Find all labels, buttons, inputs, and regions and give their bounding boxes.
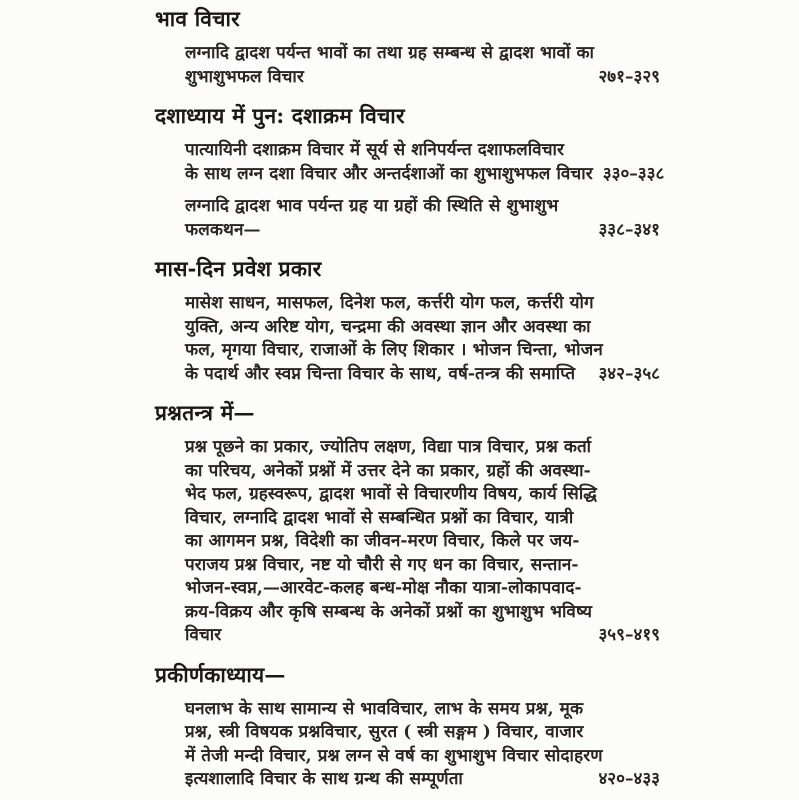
toc-line-text: भेद फल, ग्रहस्वरूप, द्वादश भावों से विचारणीय विषय, कार्य सिद्धि [185,484,597,504]
toc-line-text: विचार [185,625,222,645]
toc-line [185,436,660,460]
toc-section-prashnatantra [155,400,660,648]
toc-line [185,624,660,648]
toc-section-dashadhyaya [155,103,665,242]
toc-section-bhava-vichara [155,6,660,89]
toc-line [185,139,660,163]
page-range: ३३०–३३८ [602,163,665,184]
toc-line-text: इत्यशालादि विचार के साथ ग्रन्थ की सम्पूर्णता [185,769,463,789]
toc-line-text: पात्यायिनी दशाक्रम विचार में सूर्य से शनिपर्यन्त दशाफलविचार [185,140,565,160]
toc-line-text: घनलाभ के साथ सामान्य से भावविचार, लाभ के समय प्रश्न, मूक [185,698,584,719]
toc-line-text: फल, मृगया विचार, राजाओं के लिए शिकार । भोजन चिन्ता, भोजन [185,340,603,360]
toc-line [185,768,660,792]
toc-line-text: के साथ लग्न दशा विचार और अन्तर्दशाओं का शुभाशुभफल विचार [185,163,593,184]
toc-entry [155,436,660,648]
toc-line [185,601,660,625]
toc-line-text: प्रश्न पूछने का प्रकार, ज्योतिप लक्षण, विद्या पात्र विचार, प्रश्न कर्ता [185,437,592,457]
toc-line [185,42,660,66]
toc-line-text: फलकथन— [185,219,261,240]
toc-line [185,195,660,219]
section-heading: प्रश्नतन्त्र में— [155,400,255,425]
toc-line [185,530,660,554]
section-heading: दशाध्याय में पुन: दशाक्रम विचार [155,103,405,128]
toc-line-text: लग्नादि द्वादश पर्यन्त भावों का तथा ग्रह सम्बन्ध से द्वादश भावों का [185,43,595,63]
toc-line-text: विचार, लग्नादि द्वादश भावों से सम्बन्धित प्रश्नों का विचार, यात्री [185,507,574,528]
toc-entry [155,195,660,242]
section-heading: प्रकीर्णकाध्याय— [155,661,286,687]
toc-line [185,460,660,484]
toc-line [185,745,660,769]
toc-line [185,721,660,745]
section-heading: मास-दिन प्रवेश प्रकार [155,256,322,281]
page-range: ३५९–४१९ [598,625,660,645]
page-range: ३४२–३५८ [598,363,660,384]
page-range: ४२०–४३३ [598,769,660,789]
toc-line-text: प्रश्न, स्त्री विषयक प्रश्नविचार, सुरत ( स्त्री सङ्गम ) विचार, वाजार [185,722,584,742]
toc-line-text: शुभाशुभफल विचार [185,66,304,87]
toc-line [185,292,660,316]
toc-line [185,66,660,90]
toc-line-text: युक्ति, अन्य अरिष्ट योग, चन्द्रमा की अवस्था ज्ञान और अवस्था का [185,316,591,337]
toc-line-text: क्रय-विक्रय और कृषि सम्बन्ध के अनेकों प्रश्नों का शुभाशुभ भविष्य [185,601,593,622]
toc-entry [155,292,660,386]
section-heading: भाव विचार [155,6,240,31]
toc-line-text: का परिचय, अनेकों प्रश्नों में उत्तर देने का प्रकार, ग्रहों की अवस्था- [185,460,591,481]
toc-line [185,363,660,387]
toc-line-text: में तेजी मन्दी विचार, प्रश्न लग्न से वर्ष का शुभाशुभ विचार सोदाहरण [185,745,603,766]
toc-line-text: मासेश साधन, मासफल, दिनेश फल, कर्त्तरी योग फल, कर्त्तरी योग [185,293,594,313]
toc-line-text: लग्नादि द्वादश भाव पर्यन्त ग्रह या ग्रहों की स्थिति से शुभाशुभ [185,196,559,216]
page-range: २७१–३२९ [598,66,660,87]
toc-line [185,483,660,507]
toc-line-text: भोजन-स्वप्न,—आरवेट-कलह बन्ध-मोक्ष नौका यात्रा-लोकापवाद- [185,578,582,598]
toc-line [185,339,660,363]
toc-line [185,698,660,722]
toc-line-text: के पदार्थ और स्वप्न चिन्ता विचार के साथ, वर्ष-तन्त्र की समाप्ति [185,363,576,384]
page-range: ३३८–३४१ [598,219,660,240]
toc-line [185,316,660,340]
toc-line-text: पराजय प्रश्न विचार, नष्ट यो चौरी से गए धन का विचार, सन्तान- [185,554,579,575]
toc-entry [155,42,660,89]
toc-line-text: का आगमन प्रश्न, विदेशी का जीवन-मरण विचार, किले पर जय- [185,531,580,551]
toc-content [155,6,665,800]
toc-section-masa-dina-pravesha [155,256,660,386]
toc-line [185,577,660,601]
toc-entry [155,139,665,186]
toc-line [185,163,665,187]
toc-line [185,219,660,243]
toc-section-prakirnakadhyaya [155,662,660,792]
toc-line [185,507,660,531]
toc-entry [155,698,660,792]
toc-line [185,554,660,578]
